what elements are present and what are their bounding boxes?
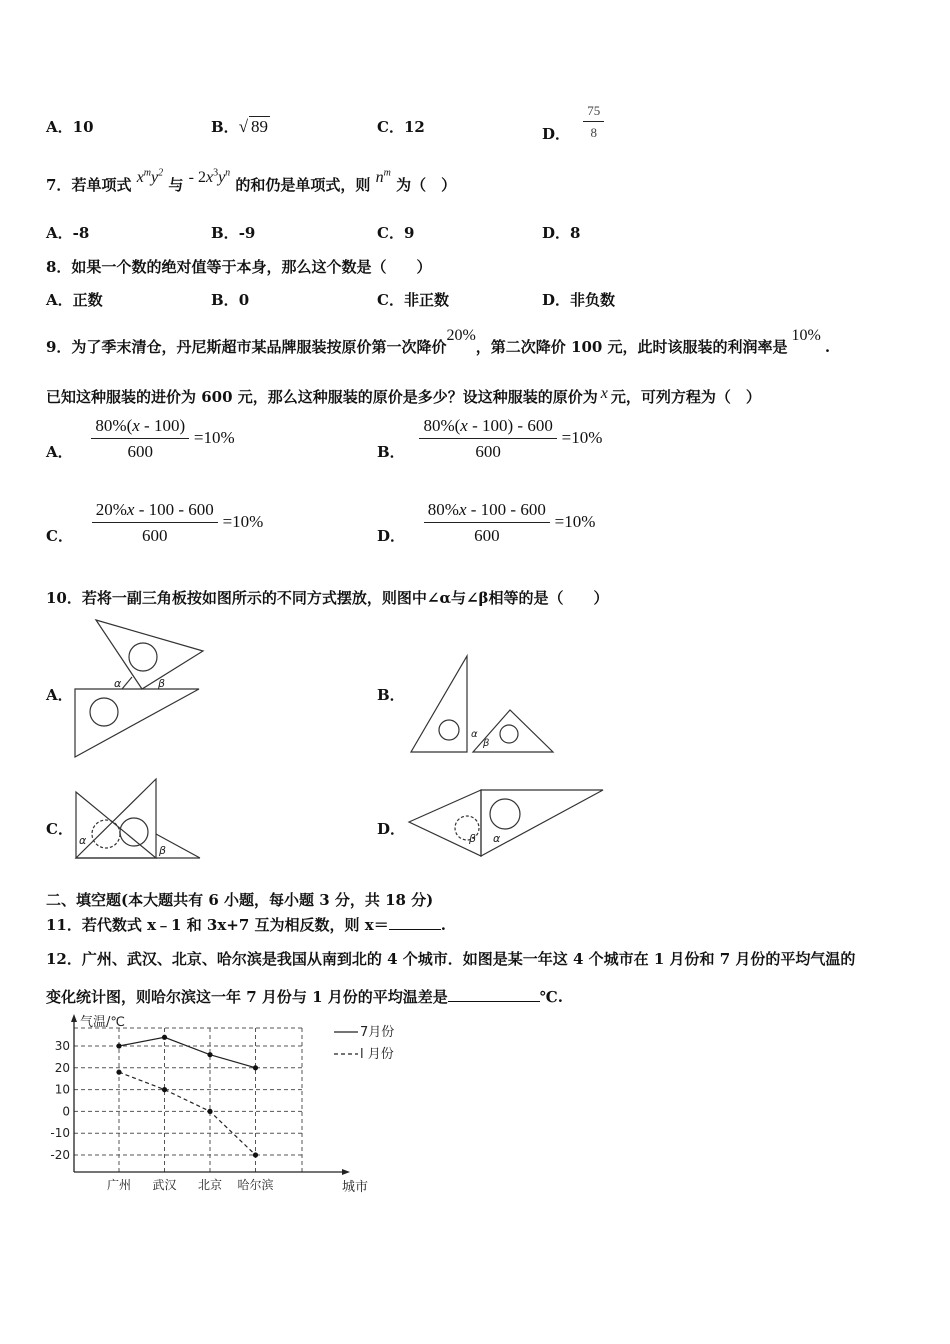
y-tick-label: -10 bbox=[50, 1126, 70, 1141]
num-text: 80%( bbox=[423, 416, 461, 435]
fraction bbox=[419, 416, 556, 462]
triangle-hole bbox=[490, 799, 520, 829]
num-var: x bbox=[458, 500, 467, 519]
q7-option-b[interactable] bbox=[211, 222, 255, 243]
triangle-top bbox=[96, 620, 203, 689]
num-var: x bbox=[126, 500, 135, 519]
option-value: 9 bbox=[403, 224, 415, 242]
numerator bbox=[92, 500, 218, 523]
q10-option-d-label[interactable]: D． bbox=[377, 820, 406, 838]
x-tick-label: 武汉 bbox=[152, 1178, 177, 1192]
option-label: A． bbox=[46, 224, 73, 242]
series-line-2 bbox=[119, 1072, 256, 1155]
alpha-label: α bbox=[471, 729, 478, 740]
stem-text: ℃. bbox=[539, 988, 563, 1006]
data-point bbox=[253, 1065, 258, 1070]
coef: - 2 bbox=[188, 169, 206, 186]
q6-option-b[interactable] bbox=[211, 116, 270, 137]
radicand: 89 bbox=[251, 117, 269, 136]
stem-text: . bbox=[440, 916, 446, 934]
q10-option-c-label[interactable]: C． bbox=[46, 820, 73, 838]
stem-text: 与 bbox=[168, 176, 184, 194]
alpha-label: α bbox=[79, 834, 87, 847]
num-text: 80% bbox=[427, 500, 459, 519]
option-label: D． bbox=[542, 291, 571, 309]
triangle-left bbox=[409, 790, 481, 856]
q7-option-c[interactable] bbox=[377, 222, 414, 243]
var: x bbox=[205, 169, 214, 186]
denominator: 600 bbox=[475, 442, 501, 461]
alpha-label: α bbox=[114, 677, 122, 690]
chart-series bbox=[116, 1035, 258, 1158]
question-number: 7． bbox=[46, 176, 72, 194]
power-expression bbox=[376, 169, 391, 186]
option-label: C． bbox=[377, 291, 404, 309]
x-tick-label: 广州 bbox=[106, 1178, 132, 1192]
option-label: B． bbox=[377, 443, 405, 461]
num-text: - 100) - 600 bbox=[467, 416, 553, 435]
sqrt-symbol: √ bbox=[238, 117, 249, 136]
num-text: 80%( bbox=[95, 416, 133, 435]
q10-option-a-label[interactable]: A． bbox=[46, 686, 73, 704]
triangle-hole bbox=[92, 820, 120, 848]
fraction bbox=[92, 500, 218, 546]
exp: m bbox=[383, 167, 391, 179]
option-value: 非正数 bbox=[403, 291, 449, 309]
variable-x: x bbox=[600, 385, 608, 402]
var: y bbox=[151, 169, 159, 186]
answer-blank[interactable] bbox=[448, 1001, 540, 1002]
num-text: 20% bbox=[95, 500, 127, 519]
option-label: B． bbox=[211, 291, 239, 309]
stem-text: 的和仍是单项式，则 bbox=[235, 176, 371, 194]
denominator: 600 bbox=[142, 526, 168, 545]
q10-stem: 10．若将一副三角板按如图所示的不同方式摆放，则图中∠α与∠β相等的是（ ） bbox=[46, 589, 609, 607]
stem-text: ，第二次降价 100 元，此时该服装的利润率是 bbox=[475, 338, 788, 356]
beta-label: β bbox=[469, 832, 477, 845]
option-value: 正数 bbox=[72, 291, 103, 309]
num-text: - 100 - 600 bbox=[134, 500, 214, 519]
option-label: D． bbox=[542, 125, 571, 143]
answer-blank[interactable] bbox=[389, 929, 441, 930]
monomial-2 bbox=[189, 169, 231, 186]
fraction bbox=[424, 500, 550, 546]
x-axis-title: 城市 bbox=[342, 1180, 369, 1195]
y-tick-label: 0 bbox=[62, 1104, 70, 1119]
percent-10: 10% bbox=[791, 327, 821, 344]
triangle-bottom bbox=[75, 689, 199, 757]
denominator: 600 bbox=[474, 526, 500, 545]
q7-option-a[interactable] bbox=[46, 222, 89, 243]
option-label: B． bbox=[211, 224, 239, 242]
q9-option-b[interactable] bbox=[377, 416, 602, 462]
q11-stem bbox=[46, 914, 446, 935]
num-var: x bbox=[132, 416, 140, 435]
q8-stem: 8．如果一个数的绝对值等于本身，那么这个数是（ ） bbox=[46, 258, 432, 276]
data-point bbox=[162, 1087, 167, 1092]
equation-rhs: =10% bbox=[554, 512, 596, 531]
numerator: 75 bbox=[583, 103, 604, 122]
fraction bbox=[583, 103, 604, 141]
beta-label: β bbox=[158, 677, 166, 690]
numerator bbox=[419, 416, 556, 439]
y-axis-arrow bbox=[71, 1014, 77, 1022]
stem-text: 若单项式 bbox=[71, 176, 132, 194]
q8-option-d[interactable] bbox=[542, 289, 615, 310]
stem-text: 为（ ） bbox=[396, 176, 457, 194]
q7-stem bbox=[46, 167, 457, 195]
option-value: 非负数 bbox=[570, 291, 616, 309]
var: x bbox=[136, 169, 144, 186]
option-value: -9 bbox=[238, 224, 256, 242]
option-label: C． bbox=[377, 224, 404, 242]
y-tick-label: 10 bbox=[54, 1082, 70, 1097]
q7-option-d[interactable] bbox=[542, 222, 580, 243]
series-line-1 bbox=[119, 1037, 256, 1068]
option-value: 10 bbox=[72, 118, 94, 136]
y-tick-label: -20 bbox=[50, 1148, 70, 1162]
data-point bbox=[207, 1052, 212, 1057]
numerator bbox=[91, 416, 189, 439]
option-label: D． bbox=[377, 527, 406, 545]
q6-option-a[interactable] bbox=[46, 116, 94, 137]
stem-text: 9．为了季末清仓，丹尼斯超市某品牌服装按原价第一次降价 bbox=[46, 338, 447, 356]
chart-labels bbox=[50, 1015, 368, 1195]
q10-figure-a[interactable] bbox=[70, 617, 210, 762]
data-point bbox=[116, 1043, 121, 1048]
option-value: 12 bbox=[403, 118, 425, 136]
q9-stem-line2 bbox=[46, 386, 761, 407]
numerator bbox=[424, 500, 550, 523]
denominator: 600 bbox=[127, 442, 154, 461]
alpha-label: α bbox=[493, 832, 501, 845]
option-label: B． bbox=[211, 118, 239, 136]
option-label: A． bbox=[46, 443, 73, 461]
x-tick-label: 北京 bbox=[197, 1178, 223, 1192]
q9-option-c[interactable] bbox=[46, 500, 263, 546]
exp: n bbox=[225, 167, 231, 179]
num-text: - 100) bbox=[139, 416, 186, 435]
fraction bbox=[91, 416, 189, 462]
equation-rhs: =10% bbox=[222, 512, 264, 531]
q9-stem-line1 bbox=[46, 327, 831, 357]
x-tick-label: 哈尔滨 bbox=[237, 1178, 274, 1192]
q10-figure-d[interactable] bbox=[405, 786, 610, 864]
triangle-hole bbox=[439, 720, 459, 740]
chart-legend bbox=[334, 1025, 394, 1062]
num-text: - 100 - 600 bbox=[466, 500, 546, 519]
q8-option-b[interactable] bbox=[211, 289, 249, 310]
stem-text: . bbox=[824, 338, 831, 356]
q10-figure-b[interactable] bbox=[405, 652, 560, 757]
triangle-tall bbox=[411, 656, 467, 752]
data-point bbox=[207, 1109, 212, 1114]
chart-grid bbox=[74, 1028, 302, 1172]
equation-rhs: =10% bbox=[193, 428, 235, 447]
q10-option-b-label[interactable]: B． bbox=[377, 686, 405, 704]
stem-text: 变化统计图，则哈尔滨这一年 7 月份与 1 月份的平均温差是 bbox=[46, 988, 448, 1006]
q12-stem-line1: 12．广州、武汉、北京、哈尔滨是我国从南到北的 4 个城市．如图是某一年这 4 个城市在 1 月份和 7 月份的平均气温的 bbox=[46, 950, 856, 968]
option-label: D． bbox=[542, 224, 571, 242]
y-tick-label: 30 bbox=[54, 1039, 70, 1053]
beta-label: β bbox=[159, 844, 167, 857]
option-value: 0 bbox=[238, 291, 250, 309]
q9-option-a[interactable] bbox=[46, 416, 235, 462]
q6-option-c[interactable] bbox=[377, 116, 425, 137]
equation-rhs: =10% bbox=[561, 428, 603, 447]
var: n bbox=[375, 169, 384, 186]
exp: 3 bbox=[213, 167, 219, 179]
exp: 2 bbox=[158, 167, 164, 179]
stem-text: 已知这种服装的进价为 600 元，那么这种服装的原价是多少？设这种服装的原价为 bbox=[46, 388, 598, 406]
q6-option-d[interactable] bbox=[542, 103, 604, 141]
triangle-hole bbox=[500, 725, 518, 743]
triangle-right bbox=[76, 779, 156, 858]
y-axis-title: 气温/℃ bbox=[80, 1015, 125, 1030]
x-axis-arrow bbox=[342, 1169, 350, 1175]
edge-line bbox=[122, 677, 132, 689]
beta-label: β bbox=[483, 738, 490, 749]
section-title: 二、填空题(本大题共有 6 小题，每小题 3 分，共 18 分) bbox=[46, 891, 434, 909]
option-value: 8 bbox=[570, 224, 581, 242]
option-label: A． bbox=[46, 118, 73, 136]
y-tick-label: 20 bbox=[54, 1060, 70, 1075]
q10-figure-c[interactable] bbox=[72, 776, 207, 864]
triangle-hole bbox=[90, 698, 118, 726]
option-label: C． bbox=[46, 527, 73, 545]
percent-20: 20% bbox=[446, 327, 476, 344]
q8-option-a[interactable] bbox=[46, 289, 103, 310]
option-label: C． bbox=[377, 118, 404, 136]
data-point bbox=[116, 1070, 121, 1075]
data-point bbox=[253, 1152, 258, 1157]
var: y bbox=[218, 169, 226, 186]
option-label: A． bbox=[46, 291, 73, 309]
triangle-hole bbox=[129, 643, 157, 671]
data-point bbox=[162, 1035, 167, 1040]
stem-text: 元，可列方程为（ ） bbox=[610, 388, 761, 406]
denominator: 8 bbox=[590, 125, 597, 140]
temperature-chart bbox=[40, 1012, 410, 1202]
stem-text: 11．若代数式 x﹣1 和 3x+7 互为相反数，则 x＝ bbox=[46, 916, 389, 934]
q12-stem-line2 bbox=[46, 986, 563, 1007]
legend-label: 7月份 bbox=[360, 1025, 395, 1040]
q9-option-d[interactable] bbox=[377, 500, 595, 546]
option-value: -8 bbox=[72, 224, 90, 242]
num-var: x bbox=[460, 416, 468, 435]
monomial-1 bbox=[137, 169, 163, 186]
legend-label: l 月份 bbox=[360, 1047, 394, 1062]
exp: m bbox=[143, 167, 152, 179]
q8-option-c[interactable] bbox=[377, 289, 449, 310]
